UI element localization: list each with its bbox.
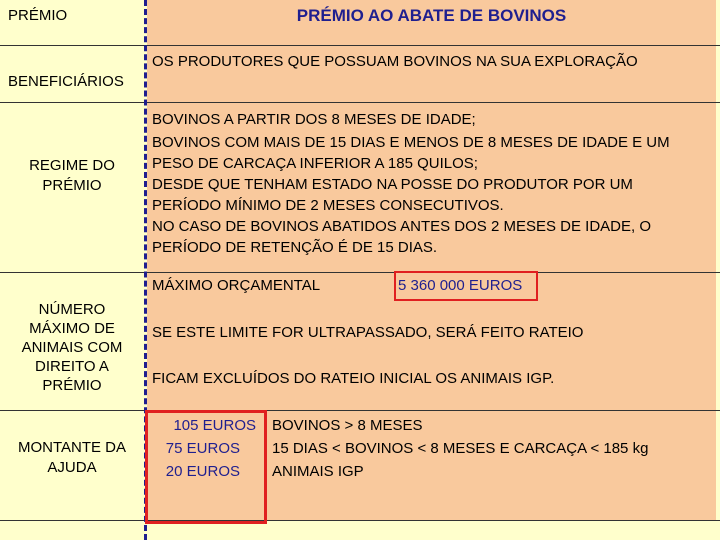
beneficiarios-text: OS PRODUTORES QUE POSSUAM BOVINOS NA SUA EXPLORAÇÃO <box>152 53 638 70</box>
regime-label-line2: PRÉMIO <box>42 177 102 194</box>
igp-exclusion-text: FICAM EXCLUÍDOS DO RATEIO INICIAL OS ANIMAIS IGP. <box>152 370 555 387</box>
beneficiarios-label: BENEFICIÁRIOS <box>8 73 124 90</box>
regime-line: DESDE QUE TENHAM ESTADO NA POSSE DO PRODUTOR POR UM <box>152 176 633 193</box>
regime-line: PESO DE CARCAÇA INFERIOR A 185 QUILOS; <box>152 155 478 172</box>
regime-line: PERÍODO DE RETENÇÃO É DE 15 DIAS. <box>152 239 438 256</box>
row-divider <box>0 520 720 521</box>
row-divider <box>0 102 720 103</box>
montante-label-line1: MONTANTE DA <box>17 439 127 456</box>
montante-label-line2: AJUDA <box>47 459 97 476</box>
max-orcamental-value: 5 360 000 EUROS <box>398 277 523 294</box>
amount-description: 15 DIAS < BOVINOS < 8 MESES E CARCAÇA < 185 kg <box>272 440 649 457</box>
row-divider <box>0 45 720 46</box>
numero-label-line: DIREITO A <box>35 358 109 375</box>
row-divider <box>0 410 720 411</box>
max-orcamental-label: MÁXIMO ORÇAMENTAL <box>152 277 321 294</box>
amount-description: ANIMAIS IGP <box>272 463 364 480</box>
regime-line: BOVINOS COM MAIS DE 15 DIAS E MENOS DE 8 MESES DE IDADE E UM <box>152 134 670 151</box>
amount: 20 EUROS <box>165 463 240 480</box>
numero-label-line: PRÉMIO <box>42 377 102 394</box>
regime-line: BOVINOS A PARTIR DOS 8 MESES DE IDADE; <box>152 111 476 128</box>
regime-line: NO CASO DE BOVINOS ABATIDOS ANTES DOS 2 MESES DE IDADE, O <box>152 218 652 235</box>
amount: 75 EUROS <box>165 440 240 457</box>
amount-description: BOVINOS > 8 MESES <box>272 417 423 434</box>
rateio-text: SE ESTE LIMITE FOR ULTRAPASSADO, SERÁ FEITO RATEIO <box>152 324 584 341</box>
page-title: PRÉMIO AO ABATE DE BOVINOS <box>296 6 567 25</box>
row-divider <box>0 272 720 273</box>
numero-label-line: ANIMAIS COM <box>21 339 123 356</box>
numero-label-line: NÚMERO <box>38 301 106 318</box>
numero-label-line: MÁXIMO DE <box>29 320 115 337</box>
regime-line: PERÍODO MÍNIMO DE 2 MESES CONSECUTIVOS. <box>152 197 504 214</box>
amount: 105 EUROS <box>173 417 256 434</box>
regime-label-line1: REGIME DO <box>29 157 115 174</box>
header-left-label: PRÉMIO <box>8 7 68 24</box>
